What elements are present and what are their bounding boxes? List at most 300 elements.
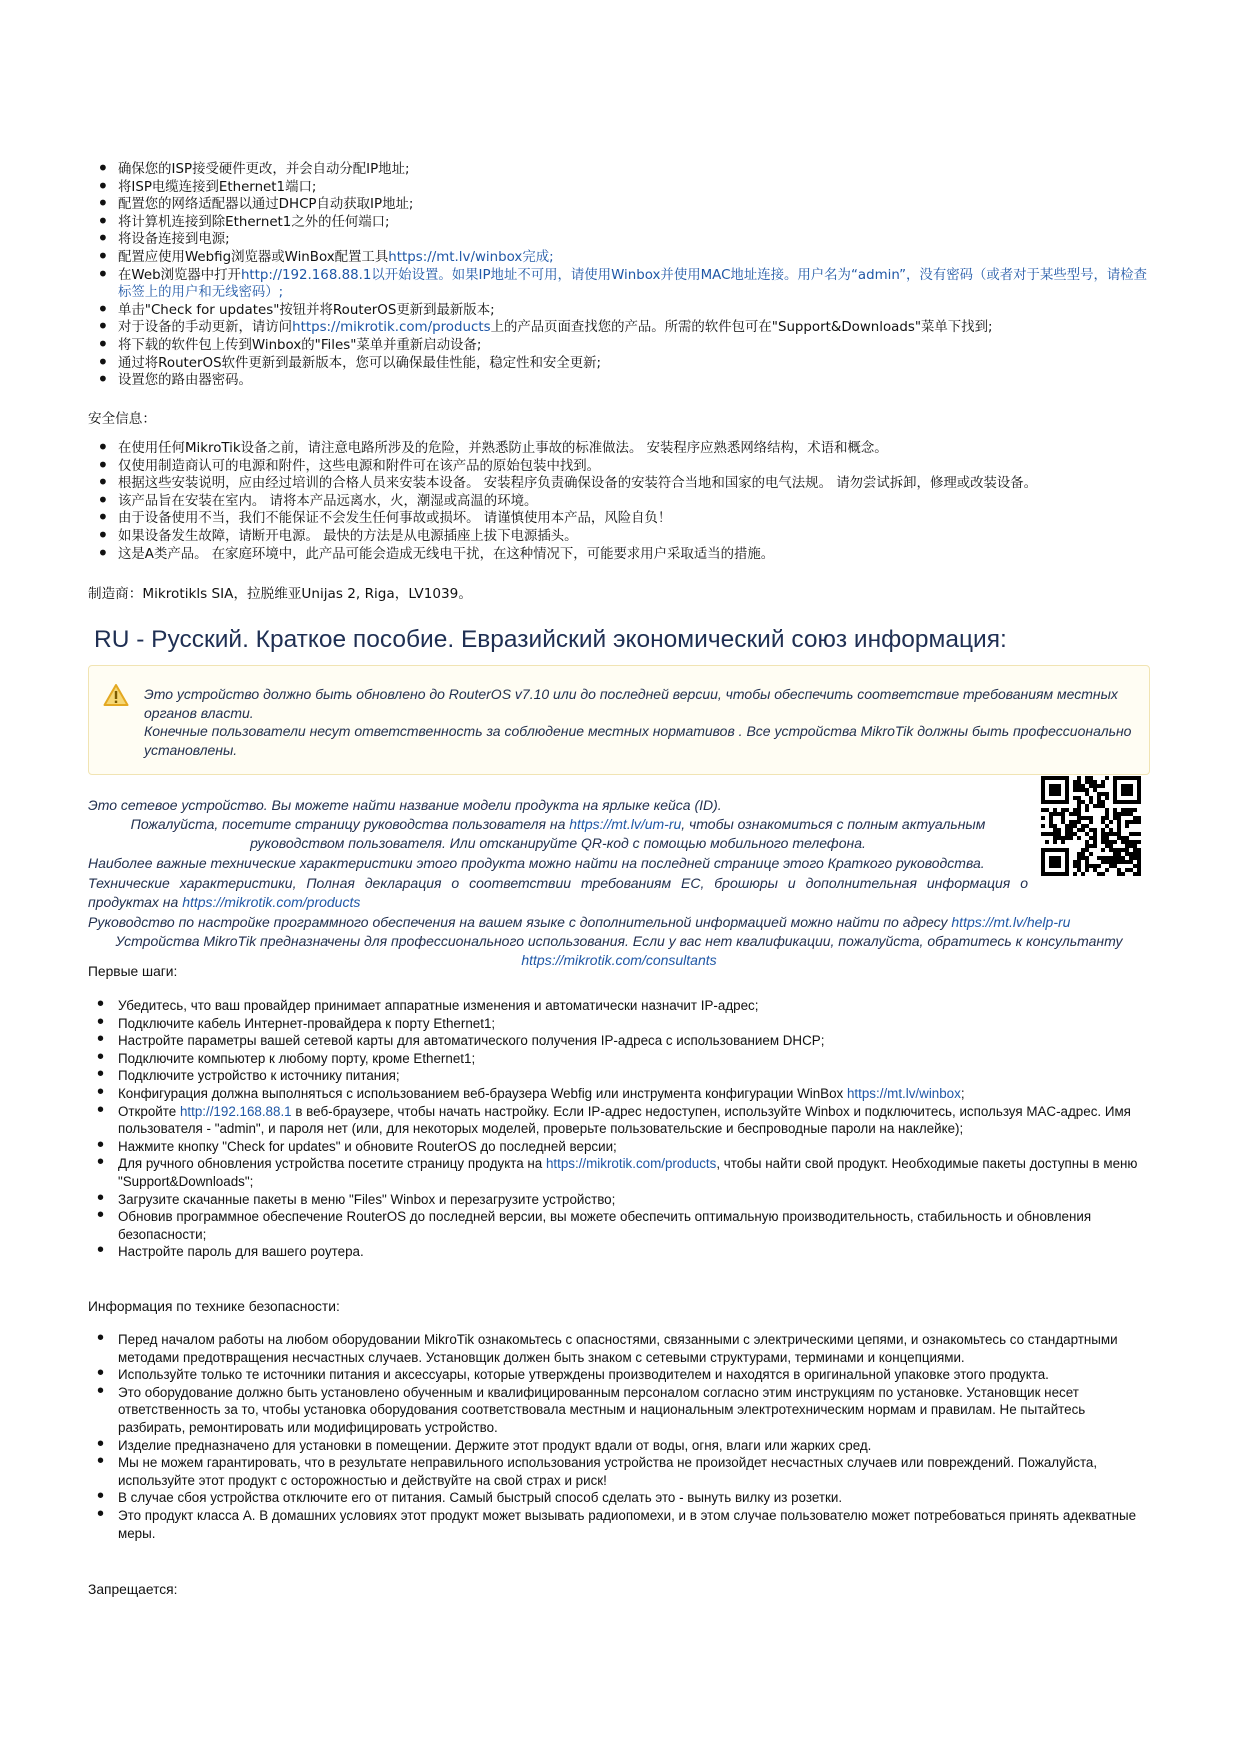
qr-module [1041,816,1045,820]
qr-module [1101,780,1105,784]
ru-steps-heading: Первые шаги: [88,964,178,979]
qr-module [1117,812,1121,816]
info-paragraph-6: Устройства MikroTik предназначены для профессионального использования. Если у вас нет квалификации, пожалуйста, обратитесь к консультанту https://mikrotik.com/consultants [115,933,1123,968]
qr-module [1101,784,1105,788]
qr-module [1125,836,1129,840]
qr-module [1073,796,1077,800]
qr-module [1073,864,1077,868]
zh-steps-list [88,161,1150,390]
qr-module [1137,816,1141,820]
qr-module [1101,872,1105,876]
qr-module [1069,812,1073,816]
qr-module [1129,860,1133,864]
ru-step-item: • Настройте пароль для вашего роутера. [88,1243,1150,1261]
qr-module [1081,872,1085,876]
qr-module [1057,812,1061,816]
qr-module [1085,792,1089,796]
qr-module [1105,824,1109,828]
qr-module [1113,864,1117,868]
qr-module [1045,808,1049,812]
qr-module [1053,828,1057,832]
zh-steps-section [88,161,1150,390]
qr-module [1113,816,1117,820]
qr-module [1085,840,1089,844]
qr-module [1105,840,1109,844]
qr-module [1089,780,1093,784]
qr-module [1089,852,1093,856]
qr-module [1105,832,1109,836]
qr-module [1077,868,1081,872]
qr-module [1125,852,1129,856]
zh-safety-item: • 由于设备使用不当，我们不能保证不会发生任何事故或损坏。 请谨慎使用本产品，风险自负！ [88,510,1150,528]
qr-module [1097,856,1101,860]
qr-module [1117,860,1121,864]
qr-module [1113,808,1117,812]
ru-step-item: • Обновив программное обеспечение RouterOS до последней версии, вы можете обеспечить оптимальную производительность, стабильность и обновления безопасности; [88,1208,1150,1243]
qr-module [1073,820,1077,824]
qr-module [1101,856,1105,860]
zh-safety-heading: 安全信息： [88,411,156,427]
zh-step-item: • 在Web浏览器中打开http://192.168.88.1以开始设置。如果IP地址不可用，请使用Winbox并使用MAC地址连接。用户名为“admin”，没有密码（或者对于某些型号，请检查标签上的用户和无线密码）; [88,267,1150,302]
warning-line-1: Это устройство должно быть обновлено до RouterOS v7.10 или до последней версии, чтобы обеспечить соответствие требованиям местных органов власти. [144,686,1118,721]
info-paragraph-5: Руководство по настройке программного обеспечения на вашем языке с дополнительной информацией можно найти по адресу https://mt.lv/help-ru [88,914,1071,930]
qr-module [1109,820,1113,824]
qr-module [1077,812,1081,816]
qr-module [1125,860,1129,864]
warning-triangle-icon [103,683,129,707]
qr-module [1053,812,1057,816]
qr-module [1085,848,1089,852]
ru-step-item: • Нажмите кнопку "Check for updates" и обновите RouterOS до последней версии; [88,1138,1150,1156]
ru-step-item: • Подключите кабель Интернет-провайдера к порту Ethernet1; [88,1015,1150,1033]
zh-step-item: • 将下载的软件包上传到Winbox的"Files"菜单并重新启动设备; [88,337,1150,355]
qr-module [1085,856,1089,860]
zh-step-item: • 将设备连接到电源; [88,231,1150,249]
zh-step-item: • 配置应使用Webfig浏览器或WinBox配置工具https://mt.lv/winbox完成; [88,249,1150,267]
qr-module [1069,832,1073,836]
qr-module [1125,812,1129,816]
qr-module [1121,856,1125,860]
qr-module [1125,840,1129,844]
qr-module [1105,856,1109,860]
zh-step-item: • 将ISP电缆连接到Ethernet1端口; [88,179,1150,197]
qr-module [1097,784,1101,788]
qr-module [1093,840,1097,844]
qr-module [1121,808,1125,812]
warning-line-2: Конечные пользователи несут ответственность за соблюдение местных нормативов . Все устройства MikroTik должны быть профессионально установлены. [144,723,1132,758]
qr-module [1049,820,1053,824]
qr-module [1069,828,1073,832]
qr-module [1125,868,1129,872]
ru-step-item: • Подключите компьютер к любому порту, кроме Ethernet1; [88,1050,1150,1068]
inline-link[interactable]: http://192.168.88.1以开始设置。如果IP地址不可用，请使用Winbox并使用MAC地址连接。用户名为“admin”，没有密码（或者对于某些型号，请检查标签上的用户和无线密码）; [118,267,1148,301]
qr-module [1061,836,1065,840]
qr-module [1081,816,1085,820]
qr-module [1105,812,1109,816]
qr-module [1109,844,1113,848]
inline-link[interactable]: https://mt.lv/winbox [846,1085,961,1101]
qr-module [1133,864,1137,868]
qr-module [1117,816,1121,820]
qr-module [1105,796,1109,800]
qr-module [1113,848,1117,852]
qr-module [1077,860,1081,864]
qr-module [1069,836,1073,840]
ru-forbidden-heading: Запрещается: [88,1582,178,1597]
ru-safety-list [88,1331,1150,1542]
qr-module [1085,832,1089,836]
qr-module [1049,824,1053,828]
qr-module [1065,836,1069,840]
qr-module [1101,832,1105,836]
qr-module [1073,784,1077,788]
ru-step-item: • Конфигурация должна выполняться с использованием веб-браузера Webfig или инструмента конфигурации WinBox https://mt.lv/winbox; [88,1085,1150,1103]
qr-module [1073,832,1077,836]
qr-module [1053,808,1057,812]
qr-module [1097,792,1101,796]
ru-safety-section [88,1331,1150,1542]
qr-module [1129,812,1133,816]
zh-safety-item: • 根据这些安装说明，应由经过培训的合格人员来安装本设备。 安装程序负责确保设备的安装符合当地和国家的电气法规。 请勿尝试拆卸，修理或改装设备。 [88,475,1150,493]
qr-module [1073,860,1077,864]
zh-step-item: • 通过将RouterOS软件更新到最新版本，您可以确保最佳性能，稳定性和安全更新; [88,355,1150,373]
qr-module [1081,800,1085,804]
inline-link[interactable]: https://mt.lv/winbox完成; [388,249,554,265]
qr-module [1089,816,1093,820]
qr-module [1133,840,1137,844]
qr-module [1121,836,1125,840]
qr-module [1117,872,1121,876]
zh-step-item: • 将计算机连接到除Ethernet1之外的任何端口; [88,214,1150,232]
qr-module [1093,868,1097,872]
qr-module [1121,840,1125,844]
qr-module [1129,832,1133,836]
qr-module [1137,832,1141,836]
zh-safety-list [88,440,1150,563]
qr-module [1133,872,1137,876]
qr-module [1093,804,1097,808]
qr-module [1133,820,1137,824]
qr-module [1081,828,1085,832]
qr-module [1057,828,1061,832]
zh-step-item: • 配置您的网络适配器以通过DHCP自动获取IP地址; [88,196,1150,214]
qr-module [1085,804,1089,808]
qr-module [1113,840,1117,844]
qr-module [1101,860,1105,864]
qr-module [1061,840,1065,844]
qr-module [1089,820,1093,824]
qr-module [1109,860,1113,864]
qr-module [1061,820,1065,824]
qr-module [1129,820,1133,824]
qr-module [1137,848,1141,852]
qr-module [1117,820,1121,824]
qr-module [1073,808,1077,812]
qr-module [1089,776,1093,780]
qr-module [1113,852,1117,856]
zh-safety-section [88,440,1150,563]
ru-step-item: • Для ручного обновления устройства посетите страницу продукта на https://mikrotik.com/products, чтобы найти свой продукт. Необходимые пакеты доступны в меню "Support&Downloads"; [88,1155,1150,1190]
qr-module [1129,840,1133,844]
qr-module [1085,860,1089,864]
qr-module [1073,812,1077,816]
qr-finder [1049,856,1061,868]
qr-module [1085,788,1089,792]
qr-module [1069,824,1073,828]
warning-box [88,665,1150,775]
qr-module [1085,816,1089,820]
qr-module [1089,836,1093,840]
qr-module [1077,796,1081,800]
qr-module [1077,864,1081,868]
qr-module [1089,864,1093,868]
qr-module [1085,868,1089,872]
qr-module [1133,816,1137,820]
qr-module [1049,816,1053,820]
qr-module [1137,872,1141,876]
qr-module [1065,808,1069,812]
qr-module [1081,824,1085,828]
qr-module [1049,812,1053,816]
qr-module [1089,828,1093,832]
qr-module [1073,872,1077,876]
qr-module [1077,820,1081,824]
qr-module [1077,788,1081,792]
qr-module [1097,800,1101,804]
zh-step-item: • 设置您的路由器密码。 [88,372,1150,390]
qr-module [1081,848,1085,852]
info-paragraph-2: Пожалуйста, посетите страницу руководства пользователя на https://mt.lv/um-ru, чтобы ознакомиться с полным актуальным руководством пользователя. Или отсканируйте QR-код с помощью мобильного телефона. [130,816,986,851]
zh-step-item: • 对于设备的手动更新，请访问https://mikrotik.com/products上的产品页面查找您的产品。所需的软件包可在"Support&Downloads"菜单下找到; [88,319,1150,337]
qr-module [1117,836,1121,840]
qr-module [1113,856,1117,860]
ru-safety-item: • Это оборудование должно быть установлено обученным и квалифицированным персоналом согласно этим инструкциям по установке. Установщик несет ответственность за то, чтобы установка оборудования соответствовала местным и национальным электротехническим нормам и правилам. Не пытайтесь разбирать, ремонтировать или модифицировать устройство. [88,1384,1150,1437]
qr-module [1041,808,1045,812]
qr-module [1101,792,1105,796]
qr-module [1069,820,1073,824]
qr-module [1077,804,1081,808]
qr-module [1117,848,1121,852]
qr-module [1121,860,1125,864]
qr-module [1077,780,1081,784]
qr-module [1113,812,1117,816]
qr-module [1093,784,1097,788]
qr-module [1065,832,1069,836]
qr-module [1133,856,1137,860]
qr-module [1137,840,1141,844]
products-link[interactable]: https://mikrotik.com/products [182,893,361,910]
qr-module [1089,800,1093,804]
info-paragraph-3: Наиболее важные технические характеристики этого продукта можно найти на последней странице этого Краткого руководства. [88,855,985,871]
qr-module [1117,868,1121,872]
ru-step-item: • Убедитесь, что ваш провайдер принимает аппаратные изменения и автоматически назначит IP-адрес; [88,997,1150,1015]
qr-module [1137,856,1141,860]
qr-module [1089,844,1093,848]
qr-module [1041,832,1045,836]
qr-module [1129,868,1133,872]
qr-module [1089,796,1093,800]
qr-module [1077,856,1081,860]
qr-module [1057,836,1061,840]
ru-step-item: • Настройте параметры вашей сетевой карты для автоматического получения IP-адреса с использованием DHCP; [88,1032,1150,1050]
qr-module [1057,832,1061,836]
qr-module [1121,872,1125,876]
qr-module [1105,808,1109,812]
qr-module [1097,864,1101,868]
qr-module [1061,816,1065,820]
qr-module [1105,844,1109,848]
zh-safety-item: • 这是A类产品。 在家庭环境中，此产品可能会造成无线电干扰，在这种情况下，可能要求用户采取适当的措施。 [88,546,1150,564]
qr-module [1049,832,1053,836]
inline-link[interactable]: https://mikrotik.com/products [292,320,491,336]
qr-module [1133,844,1137,848]
qr-module [1101,800,1105,804]
qr-module [1061,812,1065,816]
qr-module [1077,776,1081,780]
qr-module [1053,832,1057,836]
qr-module [1045,832,1049,836]
qr-module [1041,824,1045,828]
qr-module [1137,868,1141,872]
qr-module [1117,832,1121,836]
qr-module [1109,828,1113,832]
info-paragraph-4: Технические характеристики, Полная декларация о соответствии требованиям ЕС, брошюры и дополнительная информация о продуктах на https://mikrotik.com/products [88,875,1028,910]
qr-module [1125,808,1129,812]
qr-module [1125,820,1129,824]
ru-section-title: RU - Русский. Краткое пособие. Евразийский экономический союз информация: [94,626,1007,653]
qr-module [1097,796,1101,800]
qr-module [1093,864,1097,868]
qr-module [1077,784,1081,788]
qr-module [1101,828,1105,832]
qr-module [1125,844,1129,848]
qr-module [1129,844,1133,848]
qr-module [1081,788,1085,792]
qr-module [1077,800,1081,804]
qr-module [1105,792,1109,796]
ru-steps-section [88,997,1150,1261]
qr-module [1081,856,1085,860]
ru-safety-item: • Это продукт класса А. В домашних условиях этот продукт может вызывать радиопомехи, и в этом случае пользователю может потребоваться принять адекватные меры. [88,1507,1150,1542]
qr-module [1093,836,1097,840]
ru-safety-item: • Перед началом работы на любом оборудовании MikroTik ознакомьтесь с опасностями, связанными с электрическими цепями, и ознакомьтесь со стандартными методами предотвращения несчастных случаев. Установщик должен быть знаком с сетевыми структурами, терминами и концепциями. [88,1331,1150,1366]
warning-text [144,685,1134,759]
qr-module [1101,836,1105,840]
qr-finder [1121,784,1133,796]
qr-module [1101,820,1105,824]
qr-module [1121,812,1125,816]
qr-module [1125,848,1129,852]
qr-module [1101,804,1105,808]
qr-module [1073,788,1077,792]
help-link[interactable]: https://mt.lv/help-ru [951,914,1071,930]
qr-code[interactable] [1041,776,1141,876]
zh-safety-item: • 仅使用制造商认可的电源和附件，这些电源和附件可在该产品的原始包装中找到。 [88,458,1150,476]
qr-module [1065,824,1069,828]
zh-step-item: • 确保您的ISP接受硬件更改，并会自动分配IP地址; [88,161,1150,179]
ru-steps-list [88,997,1150,1261]
zh-safety-item: • 如果设备发生故障，请断开电源。 最快的方法是从电源插座上拔下电源插头。 [88,528,1150,546]
qr-module [1105,860,1109,864]
qr-module [1081,852,1085,856]
qr-module [1117,828,1121,832]
inline-link[interactable]: http://192.168.88.1 [179,1103,292,1119]
qr-module [1137,860,1141,864]
inline-link[interactable]: https://mikrotik.com/products [545,1156,717,1172]
qr-module [1133,848,1137,852]
qr-module [1133,808,1137,812]
ru-step-item: • Подключите устройство к источнику питания; [88,1067,1150,1085]
qr-module [1105,816,1109,820]
qr-module [1105,776,1109,780]
qr-module [1109,856,1113,860]
qr-module [1085,824,1089,828]
qr-module [1073,824,1077,828]
qr-module [1081,784,1085,788]
qr-module [1101,848,1105,852]
qr-module [1093,788,1097,792]
ru-safety-item: • Изделие предназначено для установки в помещении. Держите этот продукт вдали от воды, огня, влаги или жарких сред. [88,1437,1150,1455]
qr-module [1101,816,1105,820]
ru-safety-item: • Используйте только те источники питания и аксессуары, которые утверждены производителем и находятся в оригинальной упаковке этого продукта. [88,1366,1150,1384]
qr-module [1077,808,1081,812]
info-paragraph-1: Это сетевое устройство. Вы можете найти название модели продукта на ярлыке кейса (ID). [88,797,722,813]
qr-module [1129,856,1133,860]
qr-module [1085,780,1089,784]
ru-safety-item: • В случае сбоя устройства отключите его от питания. Самый быстрый способ сделать это - вынуть вилку из розетки. [88,1489,1150,1507]
qr-module [1113,860,1117,864]
ru-safety-item: • Мы не можем гарантировать, что в результате неправильного использования устройства не произойдет несчастных случаев или повреждений. Пожалуйста, используйте этот продукт с осторожностью и действуйте на свой страх и риск! [88,1454,1150,1489]
qr-module [1097,804,1101,808]
consultants-link[interactable]: https://mikrotik.com/consultants [521,951,717,968]
ru-safety-heading: Информация по технике безопасности: [88,1299,340,1314]
qr-finder [1049,784,1061,796]
qr-module [1093,844,1097,848]
qr-module [1125,824,1129,828]
qr-module [1093,780,1097,784]
zh-step-item: • 单击"Check for updates"按钮并将RouterOS更新到最新版本; [88,302,1150,320]
qr-module [1085,844,1089,848]
qr-module [1053,824,1057,828]
qr-module [1065,828,1069,832]
qr-module [1117,852,1121,856]
qr-module [1109,840,1113,844]
ru-step-item: • Откройте http://192.168.88.1 в веб-браузере, чтобы начать настройку. Если IP-адрес недоступен, используйте Winbox и подключитесь, используя MAC-адрес. Имя пользователя - "admin", и пароля нет (или, для некоторых моделей, проверьте пользовательские и беспроводные пароли на наклейке); [88,1103,1150,1138]
qr-module [1109,864,1113,868]
qr-module [1053,840,1057,844]
qr-module [1093,828,1097,832]
qr-module [1077,816,1081,820]
qr-module [1085,864,1089,868]
qr-module [1097,872,1101,876]
qr-module [1089,784,1093,788]
qr-module [1133,832,1137,836]
qr-module [1129,852,1133,856]
qr-module [1109,832,1113,836]
qr-module [1077,828,1081,832]
qr-module [1137,820,1141,824]
qr-module [1077,836,1081,840]
qr-module [1121,848,1125,852]
qr-module [1137,864,1141,868]
qr-module [1117,824,1121,828]
qr-module [1105,836,1109,840]
qr-module [1129,808,1133,812]
user-manual-link[interactable]: https://mt.lv/um-ru [569,816,682,832]
qr-module [1053,836,1057,840]
ru-step-item: • Загрузите скачанные пакеты в меню "Files" Winbox и перезагрузите устройство; [88,1191,1150,1209]
qr-module [1085,776,1089,780]
